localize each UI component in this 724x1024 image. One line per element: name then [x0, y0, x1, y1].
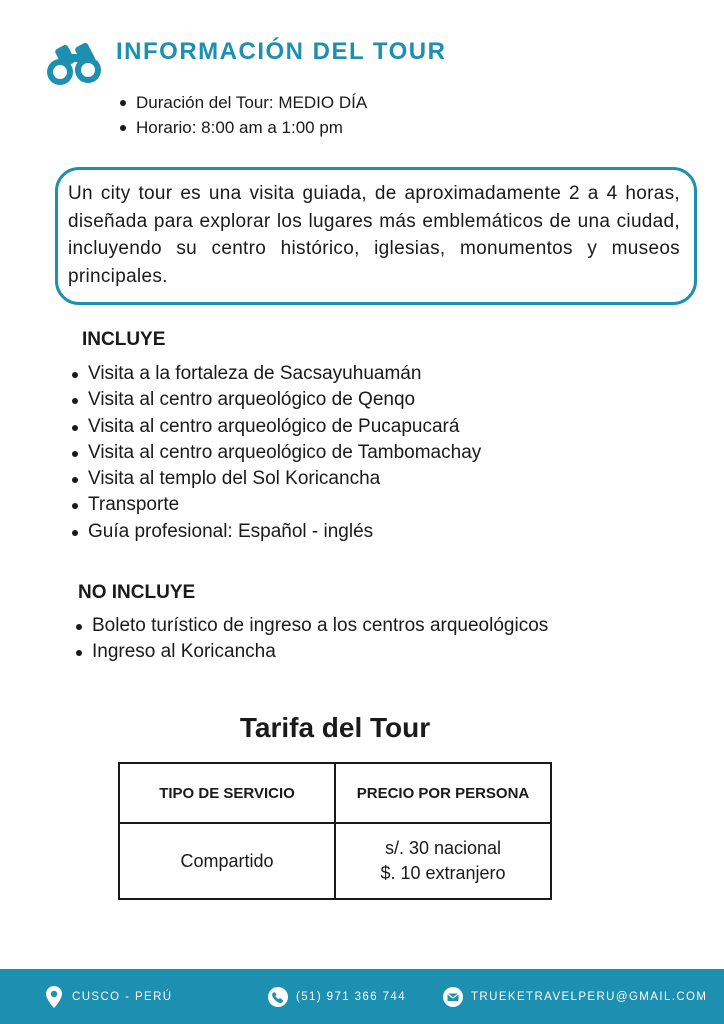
- tour-schedule: Horario: 8:00 am a 1:00 pm: [116, 115, 367, 140]
- binoculars-icon: [44, 42, 106, 86]
- list-item: Guía profesional: Español - inglés: [68, 519, 481, 545]
- service-type-cell: Compartido: [119, 823, 335, 899]
- email-text: TRUEKETRAVELPERU@GMAIL.COM: [471, 990, 708, 1003]
- table-row: [119, 823, 551, 899]
- tarifa-title: Tarifa del Tour: [239, 712, 431, 743]
- tour-duration: Duración del Tour: MEDIO DÍA: [116, 90, 367, 115]
- tour-details-list: [116, 90, 367, 140]
- page-title: INFORMACIÓN DEL TOUR: [116, 38, 447, 65]
- column-header-price: PRECIO POR PERSONA: [335, 763, 551, 823]
- map-pin-icon: [46, 986, 62, 1008]
- list-item: Visita al centro arqueológico de Qenqo: [68, 387, 481, 413]
- footer-phone: [268, 969, 406, 1024]
- price-national: s/. 30 nacional: [384, 838, 502, 858]
- list-item: Visita al centro arqueológico de Tambomachay: [68, 440, 481, 466]
- description-box: [55, 167, 697, 305]
- email-icon: [443, 987, 463, 1007]
- list-item: Visita al templo del Sol Koricancha: [68, 466, 481, 492]
- phone-text: (51) 971 366 744: [296, 990, 406, 1003]
- price-cell: [335, 823, 551, 899]
- table-header-row: [119, 763, 551, 823]
- footer-location: [46, 969, 173, 1024]
- list-item: Boleto turístico de ingreso a los centros arqueológicos: [72, 613, 548, 639]
- footer: [0, 969, 724, 1024]
- footer-email: [443, 969, 707, 1024]
- list-item: Visita al centro arqueológico de Pucapucará: [68, 414, 481, 440]
- includes-list: [68, 361, 481, 545]
- list-item: Visita a la fortaleza de Sacsayuhuamán: [68, 361, 481, 387]
- location-text: CUSCO - PERÚ: [72, 990, 173, 1003]
- phone-icon: [268, 987, 288, 1007]
- tarifa-table: [118, 762, 552, 900]
- not-includes-heading: NO INCLUYE: [78, 582, 196, 603]
- description-text: Un city tour es una visita guiada, de aproximadamente 2 a 4 horas, diseñada para explorar los lugares más emblemáticos de una ciudad, incluyendo su centro histórico, iglesias, monumentos y museos principales.: [68, 183, 680, 287]
- includes-heading: INCLUYE: [82, 329, 166, 350]
- list-item: Transporte: [68, 492, 481, 518]
- not-includes-list: [72, 613, 548, 666]
- column-header-service: TIPO DE SERVICIO: [119, 763, 335, 823]
- list-item: Ingreso al Koricancha: [72, 639, 548, 665]
- price-foreign: $. 10 extranjero: [380, 863, 506, 883]
